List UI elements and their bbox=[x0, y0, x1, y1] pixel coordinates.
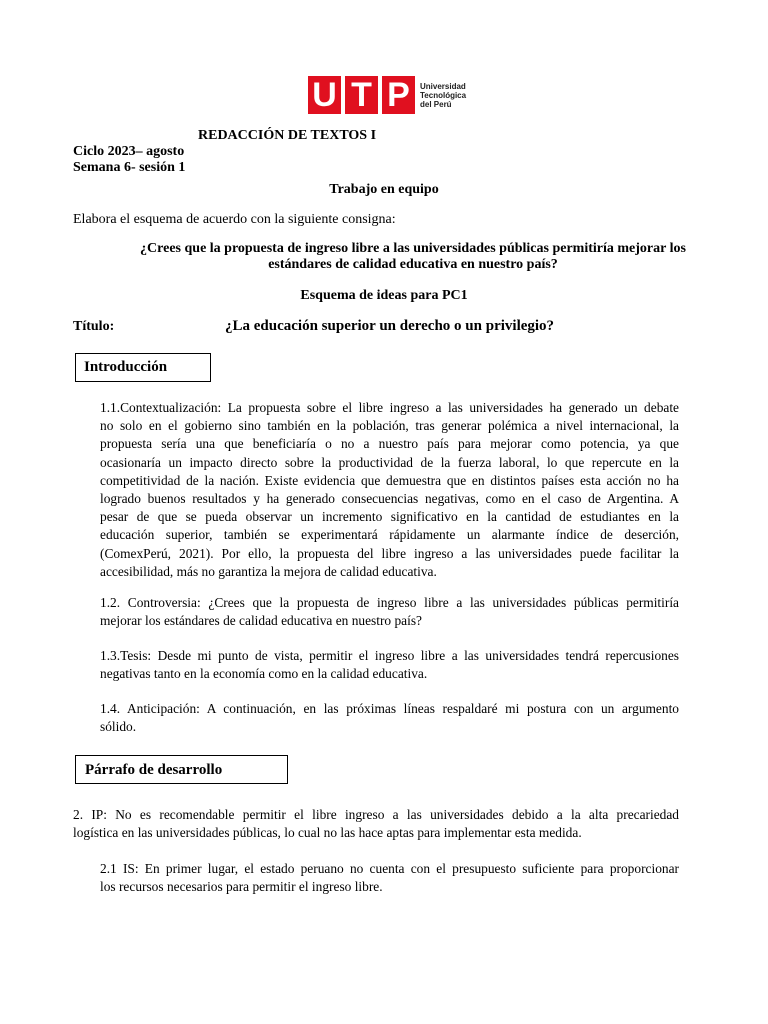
prompt-line: ¿Crees que la propuesta de ingreso libre a las universidades públicas permitiría mejorar los bbox=[140, 241, 686, 256]
paragraph-line: los recursos necesarios para permitir el ingreso libre. bbox=[100, 879, 383, 895]
paragraph-line: logística en las universidades públicas, lo cual no las hace aptas para implementar esta medida. bbox=[73, 825, 582, 841]
paragraph-line: pesar de que se pueda observar un incremento significativo en la cantidad de estudiantes en la bbox=[100, 509, 679, 525]
logo-letter-p: P bbox=[387, 76, 410, 114]
logo-letter-u: U bbox=[312, 76, 337, 114]
paragraph-line: sólido. bbox=[100, 719, 137, 735]
intro-heading: Introducción bbox=[84, 359, 168, 375]
tesis-paragraph bbox=[100, 647, 679, 683]
paragraph-line: 1.4. Anticipación: A continuación, en las próximas líneas respaldaré mi postura con un argumento bbox=[100, 701, 679, 716]
development-heading-box bbox=[75, 755, 288, 784]
work-type: Trabajo en equipo bbox=[329, 182, 439, 197]
intro-heading-box bbox=[75, 353, 211, 382]
course-title: REDACCIÓN DE TEXTOS I bbox=[198, 128, 377, 143]
instruction-text: Elabora el esquema de acuerdo con la siguiente consigna: bbox=[73, 212, 396, 227]
logo-text-line: del Perú bbox=[420, 99, 452, 109]
title-label: Título: bbox=[73, 319, 115, 334]
prompt-question bbox=[73, 241, 753, 273]
title-value: ¿La educación superior un derecho o un privilegio? bbox=[225, 318, 555, 334]
paragraph-line: accesibilidad, más no garantiza la mejora de calidad educativa. bbox=[100, 563, 437, 579]
logo-mark bbox=[308, 76, 415, 114]
paragraph-line: 1.3.Tesis: Desde mi punto de vista, permitir el ingreso libre a las universidades tendrá repercusiones bbox=[100, 648, 679, 663]
logo-wordmark bbox=[420, 82, 466, 109]
is-paragraph bbox=[100, 860, 679, 896]
controversia-paragraph bbox=[100, 594, 679, 630]
paragraph-line: 1.2. Controversia: ¿Crees que la propuesta de ingreso libre a las universidades públicas permitiría bbox=[100, 595, 679, 610]
paragraph-line: ocasionaría un impacto directo sobre la productividad de la fuerza laboral, lo que repercute en la bbox=[100, 454, 679, 470]
prompt-line: estándares de calidad educativa en nuestro país? bbox=[268, 257, 558, 272]
week-label: Semana 6- sesión 1 bbox=[73, 160, 186, 175]
contextualizacion-paragraph bbox=[100, 399, 679, 581]
ip-paragraph bbox=[73, 806, 679, 842]
paragraph-line: 2. IP: No es recomendable permitir el libre ingreso a las universidades debido a la alta precariedad bbox=[73, 807, 679, 822]
cycle-label: Ciclo 2023– agosto bbox=[73, 144, 185, 159]
paragraph-line: 2.1 IS: En primer lugar, el estado peruano no cuenta con el presupuesto suficiente para proporcionar bbox=[100, 861, 679, 876]
logo-text-line: Tecnológica bbox=[420, 90, 467, 100]
logo-text-line: Universidad bbox=[420, 81, 466, 91]
paragraph-line: no solo en el gobierno sino también en la población, tras generar polémica a nivel internacional, la bbox=[100, 418, 679, 434]
anticipacion-paragraph bbox=[100, 700, 679, 736]
development-heading: Párrafo de desarrollo bbox=[85, 762, 223, 778]
utp-logo bbox=[308, 76, 466, 114]
paragraph-line: logrado buenos resultados y ha generado consecuencias negativas, como en el caso de Argentina. A bbox=[100, 491, 679, 507]
paragraph-line: mejorar los estándares de calidad educativa en nuestro país? bbox=[100, 613, 422, 629]
paragraph-line: propuesta sería una que beneficiaría o no a nuestro país para mejorar como potencia, ya que bbox=[100, 436, 679, 452]
paragraph-line: 1.1.Contextualización: La propuesta sobre el libre ingreso a las universidades ha generado un debate bbox=[100, 400, 679, 415]
paragraph-line: competitividad de la nación. Existe evidencia que demuestra que en distintos países esta acción no ha bbox=[100, 472, 679, 488]
paragraph-line: educación superior, también se experimentará rápidamente un alarmante índice de deserción, bbox=[100, 527, 679, 543]
logo-letter-t: T bbox=[351, 76, 372, 114]
paragraph-line: negativas tanto en la economía como en la calidad educativa. bbox=[100, 666, 428, 682]
paragraph-line: (ComexPerú, 2021). Por ello, la propuesta del libre ingreso a las universidades puede facilitar la bbox=[100, 545, 679, 561]
scheme-title: Esquema de ideas para PC1 bbox=[300, 288, 468, 303]
